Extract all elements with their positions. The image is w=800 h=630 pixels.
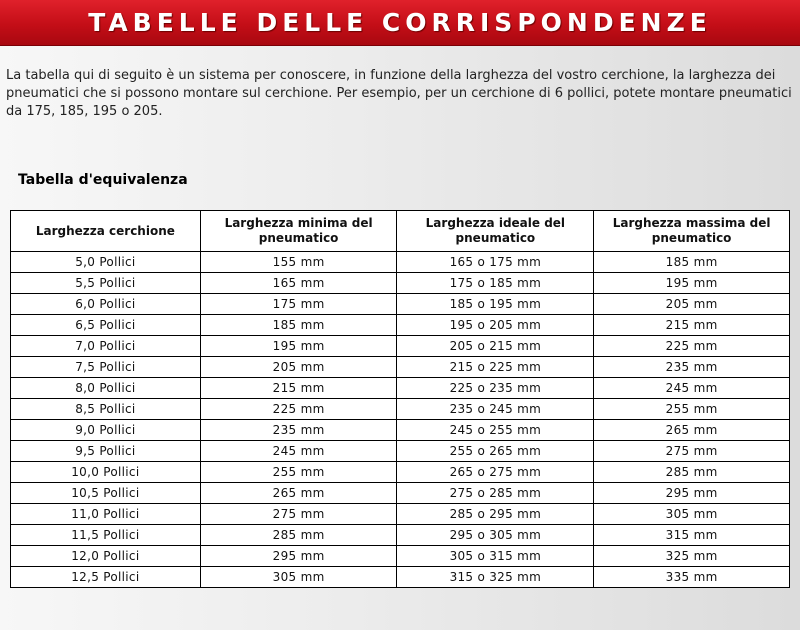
rim-width-cell: 9,5 Pollici [11, 441, 201, 462]
max-tire-width-cell: 325 mm [594, 546, 790, 567]
min-tire-width-cell: 255 mm [200, 462, 397, 483]
equivalence-table [10, 210, 790, 588]
max-tire-width-cell: 335 mm [594, 567, 790, 588]
max-tire-width-cell: 235 mm [594, 357, 790, 378]
table-row [11, 399, 790, 420]
rim-width-cell: 9,0 Pollici [11, 420, 201, 441]
min-tire-width-cell: 225 mm [200, 399, 397, 420]
min-tire-width-cell: 295 mm [200, 546, 397, 567]
ideal-tire-width-cell: 245 o 255 mm [397, 420, 594, 441]
rim-width-cell: 12,5 Pollici [11, 567, 201, 588]
max-tire-width-cell: 275 mm [594, 441, 790, 462]
ideal-tire-width-cell: 225 o 235 mm [397, 378, 594, 399]
table-row [11, 357, 790, 378]
max-tire-width-cell: 215 mm [594, 315, 790, 336]
table-row [11, 462, 790, 483]
header-max-tire-width: Larghezza massima del pneumatico [594, 211, 790, 252]
max-tire-width-cell: 185 mm [594, 252, 790, 273]
rim-width-cell: 11,0 Pollici [11, 504, 201, 525]
table-row [11, 273, 790, 294]
rim-width-cell: 8,5 Pollici [11, 399, 201, 420]
ideal-tire-width-cell: 185 o 195 mm [397, 294, 594, 315]
min-tire-width-cell: 165 mm [200, 273, 397, 294]
table-row [11, 546, 790, 567]
min-tire-width-cell: 305 mm [200, 567, 397, 588]
rim-width-cell: 8,0 Pollici [11, 378, 201, 399]
table-row [11, 294, 790, 315]
ideal-tire-width-cell: 285 o 295 mm [397, 504, 594, 525]
rim-width-cell: 6,0 Pollici [11, 294, 201, 315]
table-row [11, 441, 790, 462]
min-tire-width-cell: 155 mm [200, 252, 397, 273]
table-row [11, 378, 790, 399]
rim-width-cell: 10,5 Pollici [11, 483, 201, 504]
min-tire-width-cell: 205 mm [200, 357, 397, 378]
table-header-row [11, 211, 790, 252]
ideal-tire-width-cell: 175 o 185 mm [397, 273, 594, 294]
table-row [11, 525, 790, 546]
rim-width-cell: 7,0 Pollici [11, 336, 201, 357]
max-tire-width-cell: 305 mm [594, 504, 790, 525]
ideal-tire-width-cell: 195 o 205 mm [397, 315, 594, 336]
ideal-tire-width-cell: 305 o 315 mm [397, 546, 594, 567]
ideal-tire-width-cell: 295 o 305 mm [397, 525, 594, 546]
max-tire-width-cell: 285 mm [594, 462, 790, 483]
rim-width-cell: 12,0 Pollici [11, 546, 201, 567]
max-tire-width-cell: 245 mm [594, 378, 790, 399]
min-tire-width-cell: 235 mm [200, 420, 397, 441]
max-tire-width-cell: 205 mm [594, 294, 790, 315]
rim-width-cell: 6,5 Pollici [11, 315, 201, 336]
table-row [11, 336, 790, 357]
table-title: Tabella d'equivalenza [18, 172, 188, 188]
min-tire-width-cell: 195 mm [200, 336, 397, 357]
min-tire-width-cell: 185 mm [200, 315, 397, 336]
rim-width-cell: 11,5 Pollici [11, 525, 201, 546]
page-title: TABELLE DELLE CORRISPONDENZE [88, 8, 712, 37]
min-tire-width-cell: 265 mm [200, 483, 397, 504]
max-tire-width-cell: 195 mm [594, 273, 790, 294]
ideal-tire-width-cell: 215 o 225 mm [397, 357, 594, 378]
min-tire-width-cell: 275 mm [200, 504, 397, 525]
ideal-tire-width-cell: 315 o 325 mm [397, 567, 594, 588]
ideal-tire-width-cell: 235 o 245 mm [397, 399, 594, 420]
table-row [11, 252, 790, 273]
max-tire-width-cell: 265 mm [594, 420, 790, 441]
ideal-tire-width-cell: 275 o 285 mm [397, 483, 594, 504]
min-tire-width-cell: 285 mm [200, 525, 397, 546]
min-tire-width-cell: 215 mm [200, 378, 397, 399]
ideal-tire-width-cell: 205 o 215 mm [397, 336, 594, 357]
header-ideal-tire-width: Larghezza ideale del pneumatico [397, 211, 594, 252]
intro-paragraph: La tabella qui di seguito è un sistema per conoscere, in funzione della larghezza del vostro cerchione, la larghezza dei pneumatici che si possono montare sul cerchione. Per esempio, per un cerchione di 6 pollici, potete montare pneumatici da 175, 185, 195 o 205. [6, 68, 792, 119]
table-row [11, 420, 790, 441]
min-tire-width-cell: 245 mm [200, 441, 397, 462]
table-body [11, 252, 790, 588]
table-row [11, 483, 790, 504]
max-tire-width-cell: 295 mm [594, 483, 790, 504]
max-tire-width-cell: 255 mm [594, 399, 790, 420]
ideal-tire-width-cell: 265 o 275 mm [397, 462, 594, 483]
table-row [11, 504, 790, 525]
max-tire-width-cell: 315 mm [594, 525, 790, 546]
ideal-tire-width-cell: 165 o 175 mm [397, 252, 594, 273]
header-min-tire-width: Larghezza minima del pneumatico [200, 211, 397, 252]
rim-width-cell: 10,0 Pollici [11, 462, 201, 483]
rim-width-cell: 5,0 Pollici [11, 252, 201, 273]
header-rim-width: Larghezza cerchione [11, 211, 201, 252]
table-row [11, 315, 790, 336]
rim-width-cell: 7,5 Pollici [11, 357, 201, 378]
table-row [11, 567, 790, 588]
max-tire-width-cell: 225 mm [594, 336, 790, 357]
rim-width-cell: 5,5 Pollici [11, 273, 201, 294]
ideal-tire-width-cell: 255 o 265 mm [397, 441, 594, 462]
title-banner [0, 0, 800, 46]
min-tire-width-cell: 175 mm [200, 294, 397, 315]
